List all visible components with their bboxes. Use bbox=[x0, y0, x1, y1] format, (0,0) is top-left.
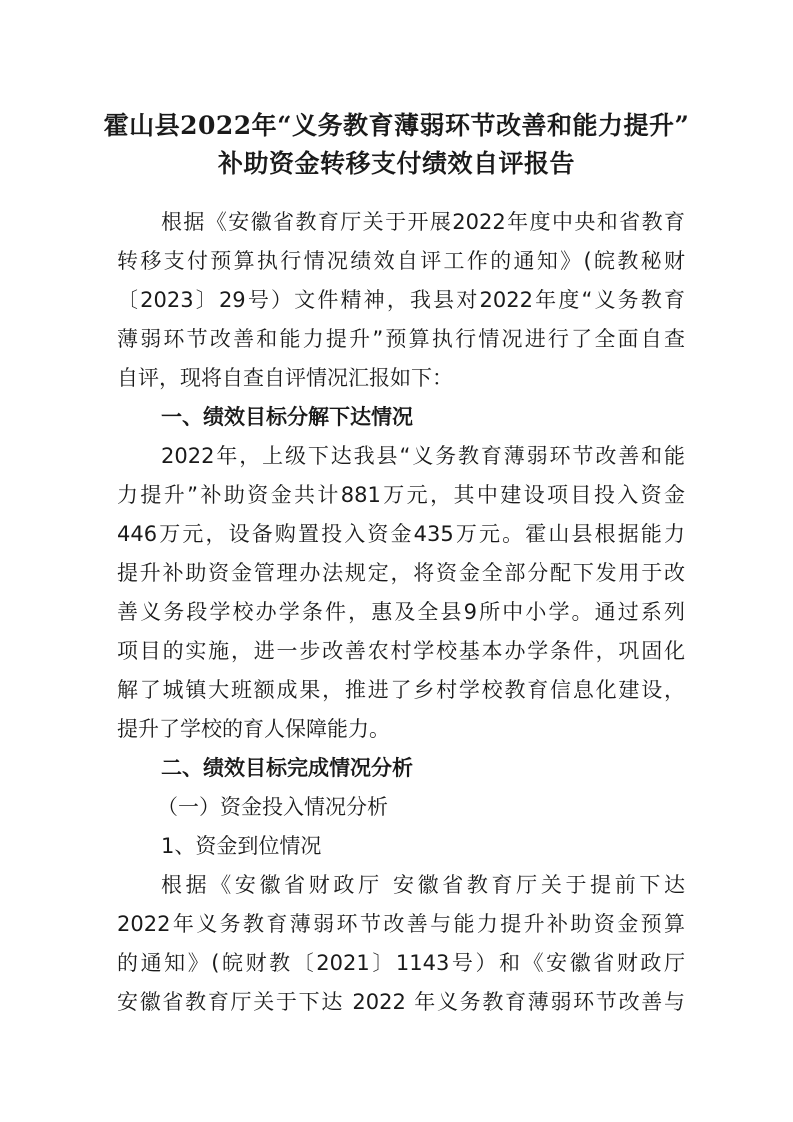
paragraph-1-line-5: 自评，现将自查自评情况汇报如下： bbox=[117, 366, 453, 390]
subsection-heading-1: （一）资金投入情况分析 bbox=[157, 795, 388, 819]
section-heading-1: 一、绩效目标分解下达情况 bbox=[161, 405, 413, 429]
paragraph-3-line-2: 2022年义务教育薄弱环节改善与能力提升补助资金预算 bbox=[117, 912, 685, 936]
paragraph-2-line-7: 解了城镇大班额成果，推进了乡村学校教育信息化建设， bbox=[117, 678, 685, 702]
paragraph-2-line-4: 提升补助资金管理办法规定，将资金全部分配下发用于改 bbox=[117, 561, 685, 585]
paragraph-2-line-1: 2022年，上级下达我县“义务教育薄弱环节改善和能 bbox=[161, 444, 685, 468]
document-title-line-1: 霍山县2022年“义务教育薄弱环节改善和能力提升” bbox=[103, 111, 690, 140]
paragraph-2-line-5: 善义务段学校办学条件，惠及全县9所中小学。通过系列 bbox=[117, 600, 685, 624]
paragraph-1-line-3: 〔2023〕29号）文件精神，我县对2022年度“义务教育 bbox=[117, 288, 685, 312]
paragraph-1-line-2: 转移支付预算执行情况绩效自评工作的通知》(皖教秘财 bbox=[117, 249, 685, 273]
section-heading-2: 二、绩效目标完成情况分析 bbox=[161, 756, 413, 780]
paragraph-2-line-3: 446万元，设备购置投入资金435万元。霍山县根据能力 bbox=[117, 522, 685, 546]
paragraph-2-line-8: 提升了学校的育人保障能力。 bbox=[117, 717, 390, 741]
paragraph-3-line-1: 根据《安徽省财政厅 安徽省教育厅关于提前下达 bbox=[161, 873, 685, 897]
subsection-heading-2: 1、资金到位情况 bbox=[161, 834, 322, 858]
paragraph-3-line-4: 安徽省教育厅关于下达 2022 年义务教育薄弱环节改善与 bbox=[117, 990, 685, 1014]
paragraph-1-line-4: 薄弱环节改善和能力提升”预算执行情况进行了全面自查 bbox=[117, 327, 685, 351]
paragraph-2-line-2: 力提升”补助资金共计881万元，其中建设项目投入资金 bbox=[117, 483, 685, 507]
document-title-line-2: 补助资金转移支付绩效自评报告 bbox=[217, 149, 575, 178]
paragraph-3-line-3: 的通知》(皖财教〔2021〕1143号）和《安徽省财政厅 bbox=[117, 951, 685, 975]
paragraph-1-line-1: 根据《安徽省教育厅关于开展2022年度中央和省教育 bbox=[161, 210, 685, 234]
paragraph-2-line-6: 项目的实施，进一步改善农村学校基本办学条件，巩固化 bbox=[117, 639, 685, 663]
